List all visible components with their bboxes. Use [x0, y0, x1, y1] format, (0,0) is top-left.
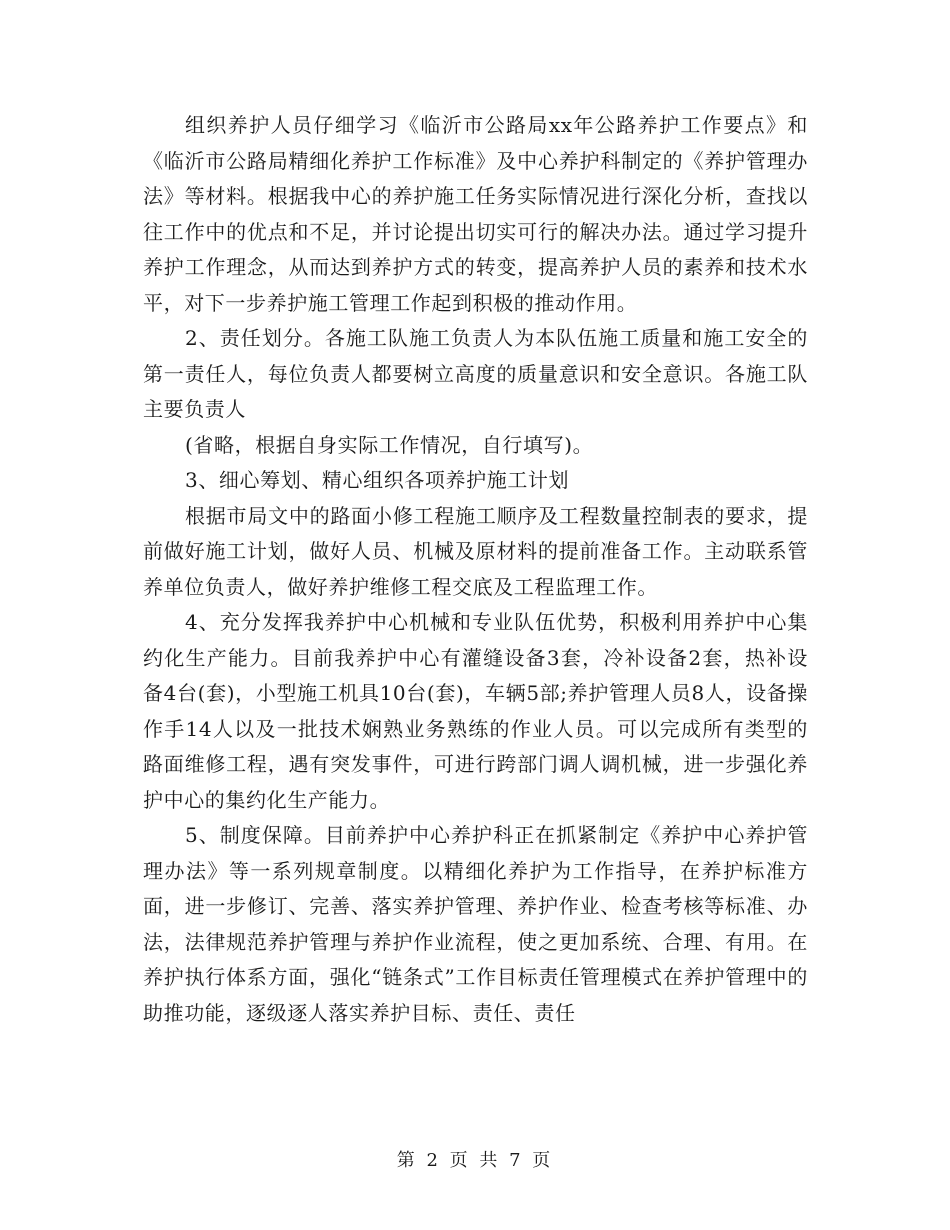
paragraph-study-materials: 组织养护人员仔细学习《临沂市公路局xx年公路养护工作要点》和《临沂市公路局精细化养护工作标准》及中心养护科制定的《养护管理办法》等材料。根据我中心的养护施工任务实际情况进行深化分析，查找以往工作中的优点和不足，并讨论提出切实可行的解决办法。通过学习提升养护工作理念，从而达到养护方式的转变，提高养护人员的素养和技术水平，对下一步养护施工管理工作起到积极的推动作用。	[143, 113, 808, 315]
paragraph-system-guarantee: 5、制度保障。目前养护中心养护科正在抓紧制定《养护中心养护管理办法》等一系列规章制度。以精细化养护为工作指导，在养护标准方面，进一步修订、完善、落实养护管理、养护作业、检查考核等标准、办法，法律规范养护管理与养护作业流程，使之更加系统、合理、有用。在养护执行体系方面，强化“链条式”工作目标责任管理模式在养护管理中的助推功能，逐级逐人落实养护目标、责任、责任	[143, 823, 808, 1025]
paragraph-construction-plan: 根据市局文中的路面小修工程施工顺序及工程数量控制表的要求，提前做好施工计划，做好人员、机械及原材料的提前准备工作。主动联系管养单位负责人，做好养护维修工程交底及工程监理工作。	[143, 503, 808, 599]
paragraph-omitted-note: (省略，根据自身实际工作情况，自行填写)。	[185, 432, 594, 457]
paragraph-machinery-advantage: 4、充分发挥我养护中心机械和专业队伍优势，积极利用养护中心集约化生产能力。目前我养护中心有灌缝设备3套，冷补设备2套，热补设备4台(套)，小型施工机具10台(套)，车辆5部;养护管理人员8人，设备操作手14人以及一批技术娴熟业务熟练的作业人员。可以完成所有类型的路面维修工程，遇有突发事件，可进行跨部门调人调机械，进一步强化养护中心的集约化生产能力。	[143, 610, 808, 812]
page-number-footer: 第 2 页 共 7 页	[396, 1150, 554, 1171]
paragraph-planning-heading: 3、细心筹划、精心组织各项养护施工计划	[185, 468, 570, 492]
document-body	[143, 108, 808, 1031]
paragraph-responsibility-division: 2、责任划分。各施工队施工负责人为本队伍施工质量和施工安全的第一责任人，每位负责人都要树立高度的质量意识和安全意识。各施工队主要负责人	[143, 326, 808, 421]
